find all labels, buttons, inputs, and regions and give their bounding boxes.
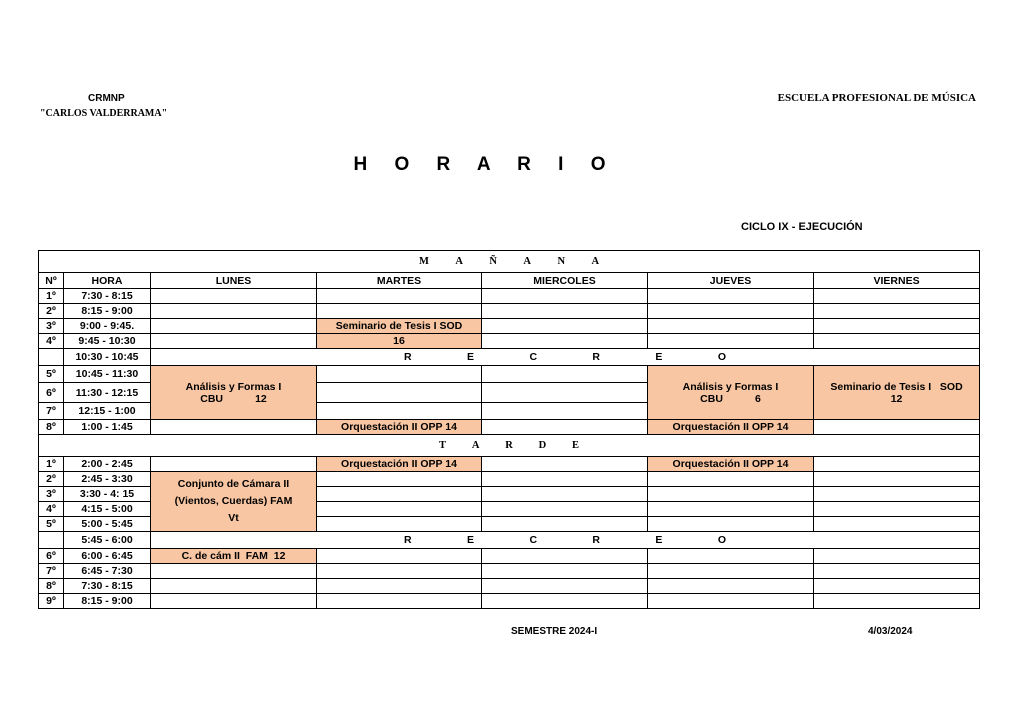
col-header-lunes: LUNES — [151, 273, 317, 289]
afternoon-letter: A — [471, 439, 480, 451]
column-header-row — [39, 273, 980, 289]
cell-lunes — [151, 289, 317, 304]
period-time: 10:45 - 11:30 — [64, 366, 151, 383]
col-header-miercoles: MIERCOLES — [482, 273, 648, 289]
cell-jueves — [648, 334, 814, 349]
cell-martes — [317, 383, 482, 403]
class-analisis-lunes-line2: CBU 12 — [200, 392, 267, 405]
period-number: 4º — [39, 502, 64, 517]
period-time: 7:30 - 8:15 — [64, 579, 151, 594]
recreo-letter: E — [467, 351, 475, 363]
cell-miercoles — [482, 517, 648, 532]
cell-viernes — [814, 549, 980, 564]
cell-viernes — [814, 457, 980, 472]
cell-miercoles — [482, 383, 648, 403]
section-afternoon — [39, 435, 980, 457]
period-time: 7:30 - 8:15 — [64, 289, 151, 304]
recreo-letter: C — [529, 351, 538, 363]
afternoon-letter: T — [439, 439, 447, 451]
afternoon-letter: R — [505, 439, 513, 451]
table-row — [39, 334, 980, 349]
cell-jueves — [648, 472, 814, 487]
table-row — [39, 420, 980, 435]
recreo-label — [151, 349, 980, 366]
cell-martes — [317, 289, 482, 304]
period-time: 5:45 - 6:00 — [64, 532, 151, 549]
institution-short: CRMNP — [88, 93, 125, 104]
cell-lunes — [151, 579, 317, 594]
class-analisis-jueves-line2: CBU 6 — [700, 392, 761, 405]
cell-miercoles — [482, 289, 648, 304]
cell-viernes — [814, 502, 980, 517]
period-time: 9:00 - 9:45. — [64, 319, 151, 334]
class-orquestacion-jueves: Orquestación II OPP 14 — [648, 420, 814, 435]
cell-miercoles — [482, 420, 648, 435]
class-c-de-cam-lunes: C. de cám II FAM 12 — [151, 549, 317, 564]
cell-miercoles — [482, 334, 648, 349]
cell-viernes — [814, 594, 980, 609]
recreo-letter: O — [717, 351, 726, 363]
table-row — [39, 549, 980, 564]
class-analisis-lunes-line1: Análisis y Formas I — [185, 380, 282, 393]
section-morning — [39, 251, 980, 273]
class-analisis-formas-lunes — [151, 366, 317, 420]
class-seminario-tesis-viernes — [814, 366, 980, 420]
school-name: ESCUELA PROFESIONAL DE MÚSICA — [777, 92, 976, 104]
cell-viernes — [814, 472, 980, 487]
page-title: H O R A R I O — [353, 154, 617, 175]
cell-jueves — [648, 594, 814, 609]
class-orquestacion-martes: Orquestación II OPP 14 — [317, 420, 482, 435]
cell-martes — [317, 403, 482, 420]
col-header-hora: HORA — [64, 273, 151, 289]
cell-martes — [317, 502, 482, 517]
cell-lunes — [151, 564, 317, 579]
cell-viernes — [814, 564, 980, 579]
class-orquestacion-jueves-tarde: Orquestación II OPP 14 — [648, 457, 814, 472]
cell-martes — [317, 472, 482, 487]
period-number: 6º — [39, 383, 64, 403]
ciclo-label: CICLO IX - EJECUCIÓN — [741, 221, 863, 233]
period-number: 2º — [39, 472, 64, 487]
footer-semestre: SEMESTRE 2024-I — [511, 626, 598, 637]
cell-lunes — [151, 594, 317, 609]
cell-martes — [317, 564, 482, 579]
cell-jueves — [648, 549, 814, 564]
cell-jueves — [648, 304, 814, 319]
period-time: 4:15 - 5:00 — [64, 502, 151, 517]
table-row — [39, 564, 980, 579]
period-number: 5º — [39, 366, 64, 383]
period-time: 5:00 - 5:45 — [64, 517, 151, 532]
period-time: 2:45 - 3:30 — [64, 472, 151, 487]
morning-letter: A — [523, 255, 532, 267]
institution-name: "CARLOS VALDERRAMA" — [40, 108, 168, 119]
cell-miercoles — [482, 457, 648, 472]
period-number: 9º — [39, 594, 64, 609]
period-time: 9:45 - 10:30 — [64, 334, 151, 349]
table-row — [39, 472, 980, 487]
cell-martes — [317, 517, 482, 532]
period-number: 7º — [39, 403, 64, 420]
class-camara-line3: Vt — [228, 512, 239, 524]
cell-viernes — [814, 334, 980, 349]
period-time: 8:15 - 9:00 — [64, 594, 151, 609]
period-time: 8:15 - 9:00 — [64, 304, 151, 319]
period-number: 7º — [39, 564, 64, 579]
recreo-letter: R — [404, 351, 412, 363]
cell-viernes — [814, 289, 980, 304]
class-analisis-jueves-line1: Análisis y Formas I — [682, 380, 779, 393]
class-orquestacion-martes-tarde: Orquestación II OPP 14 — [317, 457, 482, 472]
cell-miercoles — [482, 403, 648, 420]
recreo-letter: R — [592, 534, 601, 546]
cell-miercoles — [482, 594, 648, 609]
period-number: 6º — [39, 549, 64, 564]
recreo-letter: E — [467, 534, 475, 546]
period-number: 8º — [39, 420, 64, 435]
recreo-letter: O — [717, 534, 726, 546]
period-number — [39, 349, 64, 366]
table-row — [39, 594, 980, 609]
cell-viernes — [814, 517, 980, 532]
table-row — [39, 319, 980, 334]
cell-jueves — [648, 319, 814, 334]
cell-miercoles — [482, 564, 648, 579]
table-row — [39, 457, 980, 472]
recreo-letter: R — [404, 534, 412, 546]
period-number: 4º — [39, 334, 64, 349]
recreo-letter: C — [529, 534, 538, 546]
recreo-letter: E — [655, 351, 663, 363]
recreo-row — [39, 349, 980, 366]
cell-miercoles — [482, 304, 648, 319]
period-time: 3:30 - 4: 15 — [64, 487, 151, 502]
class-seminario-tesis-martes-line1: Seminario de Tesis I SOD — [317, 319, 482, 334]
period-number: 5º — [39, 517, 64, 532]
class-tesis-viernes-line2: 12 — [890, 392, 903, 405]
schedule-table — [38, 250, 980, 609]
cell-jueves — [648, 487, 814, 502]
cell-viernes — [814, 487, 980, 502]
cell-martes — [317, 366, 482, 383]
period-time: 1:00 - 1:45 — [64, 420, 151, 435]
afternoon-letter: D — [538, 439, 547, 451]
afternoon-letter: E — [572, 439, 580, 451]
period-number: 1º — [39, 289, 64, 304]
table-row — [39, 366, 980, 383]
cell-lunes — [151, 319, 317, 334]
morning-letter: M — [419, 255, 429, 267]
period-time: 6:00 - 6:45 — [64, 549, 151, 564]
cell-lunes — [151, 420, 317, 435]
class-camara-line1: Conjunto de Cámara II — [177, 478, 290, 490]
cell-martes — [317, 304, 482, 319]
table-row — [39, 289, 980, 304]
cell-jueves — [648, 579, 814, 594]
period-number: 2º — [39, 304, 64, 319]
period-number: 3º — [39, 319, 64, 334]
class-seminario-tesis-martes-line2: 16 — [317, 334, 482, 349]
morning-letter: A — [455, 255, 463, 267]
cell-lunes — [151, 304, 317, 319]
footer-fecha: 4/03/2024 — [868, 626, 913, 637]
cell-martes — [317, 579, 482, 594]
recreo-letter: R — [592, 351, 601, 363]
cell-martes — [317, 594, 482, 609]
period-time: 2:00 - 2:45 — [64, 457, 151, 472]
col-header-jueves: JUEVES — [648, 273, 814, 289]
class-analisis-formas-jueves — [648, 366, 814, 420]
cell-jueves — [648, 564, 814, 579]
cell-miercoles — [482, 502, 648, 517]
cell-viernes — [814, 319, 980, 334]
period-time: 11:30 - 12:15 — [64, 383, 151, 403]
cell-miercoles — [482, 579, 648, 594]
period-number: 8º — [39, 579, 64, 594]
class-camara-line2: (Vientos, Cuerdas) FAM — [174, 495, 293, 507]
table-row — [39, 579, 980, 594]
col-header-n: Nº — [39, 273, 64, 289]
cell-jueves — [648, 517, 814, 532]
cell-miercoles — [482, 366, 648, 383]
cell-lunes — [151, 457, 317, 472]
recreo-letter: E — [655, 534, 663, 546]
cell-martes — [317, 487, 482, 502]
period-time: 12:15 - 1:00 — [64, 403, 151, 420]
recreo-row — [39, 532, 980, 549]
period-number: 1º — [39, 457, 64, 472]
cell-miercoles — [482, 319, 648, 334]
period-time: 10:30 - 10:45 — [64, 349, 151, 366]
cell-jueves — [648, 502, 814, 517]
cell-martes — [317, 549, 482, 564]
cell-miercoles — [482, 549, 648, 564]
cell-viernes — [814, 420, 980, 435]
morning-letter: Ñ — [489, 255, 497, 267]
recreo-label — [151, 532, 980, 549]
morning-letter: N — [557, 255, 566, 267]
cell-viernes — [814, 579, 980, 594]
cell-lunes — [151, 334, 317, 349]
col-header-viernes: VIERNES — [814, 273, 980, 289]
cell-miercoles — [482, 472, 648, 487]
table-row — [39, 304, 980, 319]
cell-viernes — [814, 304, 980, 319]
col-header-martes: MARTES — [317, 273, 482, 289]
class-conjunto-camara-lunes — [151, 472, 317, 532]
class-tesis-viernes-line1: Seminario de Tesis I SOD — [830, 380, 963, 393]
morning-letter: A — [591, 255, 600, 267]
cell-jueves — [648, 289, 814, 304]
period-number: 3º — [39, 487, 64, 502]
period-time: 6:45 - 7:30 — [64, 564, 151, 579]
cell-miercoles — [482, 487, 648, 502]
period-number — [39, 532, 64, 549]
